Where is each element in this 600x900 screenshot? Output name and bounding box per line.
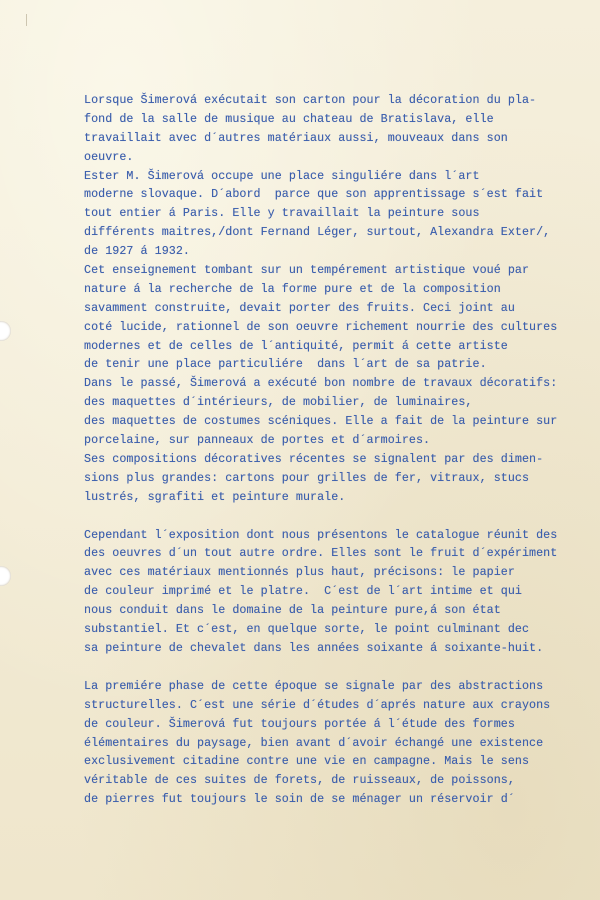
text-line: nous conduit dans le domaine de la peinture pure,á son état <box>84 603 501 618</box>
text-line: véritable de ces suites de forets, de ruisseaux, de poissons, <box>84 773 515 788</box>
paragraph-1 <box>84 91 600 507</box>
text-line: Cet enseignement tombant sur un tempérement artistique voué par <box>84 263 530 278</box>
text-line: La premiére phase de cette époque se signale par des abstractions <box>84 678 544 693</box>
text-line: exclusivement citadine contre une vie en campagne. Mais le sens <box>84 754 530 769</box>
text-line: savamment construite, devait porter des fruits. Ceci joint au <box>84 300 515 315</box>
text-line: sa peinture de chevalet dans les années soixante á soixante-huit. <box>84 640 544 655</box>
text-line: oeuvre. <box>84 149 134 164</box>
text-line: nature á la recherche de la forme pure et de la composition <box>84 281 501 296</box>
text-line: fond de la salle de musique au chateau de Bratislava, elle <box>84 111 494 126</box>
text-line: substantiel. Et c´est, en quelque sorte, le point culminant dec <box>84 622 530 637</box>
text-line: des maquettes de costumes scéniques. Elle a fait de la peinture sur <box>84 414 558 429</box>
paragraph-gap <box>84 507 600 526</box>
text-line: Ses compositions décoratives récentes se signalent par des dimen- <box>84 451 544 466</box>
text-line: avec ces matériaux mentionnés plus haut, précisons: le papier <box>84 565 515 580</box>
text-line: élémentaires du paysage, bien avant d´avoir échangé une existence <box>84 735 544 750</box>
punch-hole-bottom <box>0 566 11 586</box>
text-line: de pierres fut toujours le soin de se ménager un réservoir d´ <box>84 792 515 807</box>
text-line: Dans le passé, Šimerová a exécuté bon nombre de travaux décoratifs: <box>84 376 558 391</box>
paragraph-2 <box>84 526 600 658</box>
text-line: des maquettes d´intérieurs, de mobilier, de luminaires, <box>84 395 473 410</box>
text-line: de 1927 á 1932. <box>84 244 190 259</box>
typewritten-text <box>84 91 600 809</box>
text-line: lustrés, sgrafiti et peinture murale. <box>84 489 346 504</box>
text-line: de couleur imprimé et le platre. C´est de l´art intime et qui <box>84 584 522 599</box>
text-line: porcelaine, sur panneaux de portes et d´armoires. <box>84 433 431 448</box>
text-line: coté lucide, rationnel de son oeuvre richement nourrie des cultures <box>84 319 558 334</box>
punch-hole-top <box>0 321 11 341</box>
text-line: de tenir une place particuliére dans l´art de sa patrie. <box>84 357 487 372</box>
text-line: Ester M. Šimerová occupe une place singuliére dans l´art <box>84 168 480 183</box>
text-line: moderne slovaque. D´abord parce que son apprentissage s´est fait <box>84 187 544 202</box>
text-line: des oeuvres d´un tout autre ordre. Elles sont le fruit d´expériment <box>84 546 558 561</box>
text-line: sions plus grandes: cartons pour grilles de fer, vitraux, stucs <box>84 470 530 485</box>
text-line: modernes et de celles de l´antiquité, permit á cette artiste <box>84 338 508 353</box>
text-line: travaillait avec d´autres matériaux aussi, mouveaux dans son <box>84 130 508 145</box>
text-line: structurelles. C´est une série d´études d´aprés nature aux crayons <box>84 697 551 712</box>
text-line: différents maitres,/dont Fernand Léger, surtout, Alexandra Exter/, <box>84 225 551 240</box>
text-line: Cependant l´exposition dont nous présentons le catalogue réunit des <box>84 527 558 542</box>
text-line: de couleur. Šimerová fut toujours portée á l´étude des formes <box>84 716 515 731</box>
paragraph-gap <box>84 658 600 677</box>
text-line: tout entier á Paris. Elle y travaillait la peinture sous <box>84 206 480 221</box>
text-line: Lorsque Šimerová exécutait son carton pour la décoration du pla- <box>84 93 537 107</box>
paragraph-3 <box>84 677 600 809</box>
paper-fold-mark <box>26 14 33 26</box>
